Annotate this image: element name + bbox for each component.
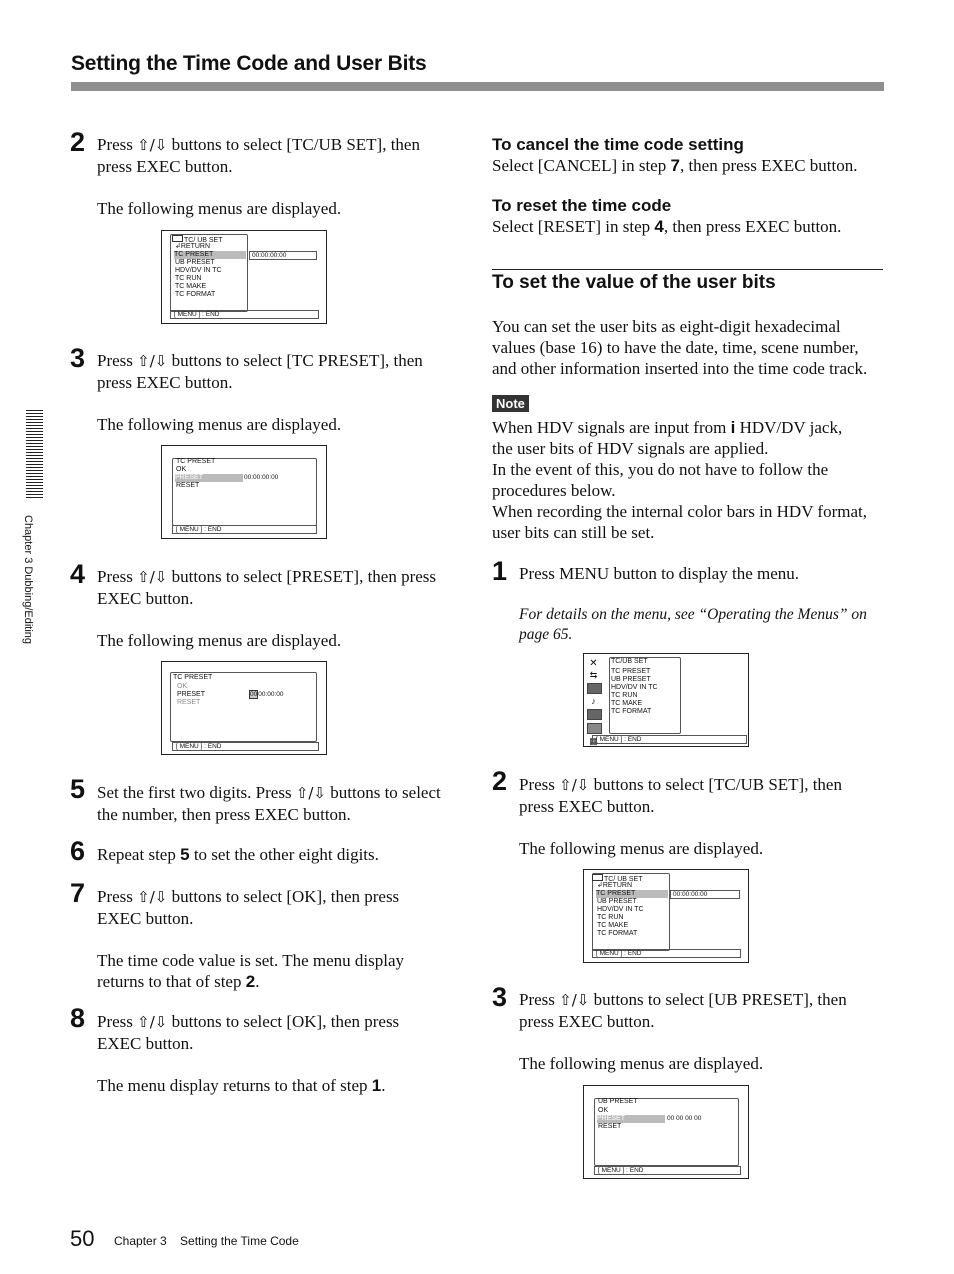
up-down-arrows-icon: ⇧/⇩ (137, 888, 168, 906)
step-text: Press ⇧/⇩ buttons to select [TC/UB SET], then press EXEC button. The following menus are displayed. (519, 775, 842, 858)
step-number: 3 (492, 982, 508, 1012)
ub-intro: You can set the user bits as eight-digit hexadecimal values (base 16) to have the date, time, scene number, and other information inserted into the time code track. (492, 317, 868, 378)
step-text: Press ⇧/⇩ buttons to select [TC PRESET], then press EXEC button. The following menus are displayed. (97, 351, 423, 434)
menu-screen-tcub: TC/ UB SET ↲RETURN TC PRESET UB PRESET HDV/DV IN TC TC RUN TC MAKE TC FORMAT 00:00:00:00 [ MENU ] : END (161, 230, 327, 324)
up-down-arrows-icon: ⇧/⇩ (295, 784, 327, 802)
step-note: For details on the menu, see “Operating the Menus” on page 65. (519, 606, 867, 643)
step-number: 7 (70, 878, 86, 908)
menu-screen-tcub-right: TC/ UB SET ↲RETURN TC PRESET UB PRESET HDV/DV IN TC TC RUN TC MAKE TC FORMAT 00:00:00:00 [ MENU ] : END (583, 869, 749, 963)
chapter-tab-label: Chapter 3 Dubbing/Editing (22, 515, 34, 645)
step-text: Press ⇧/⇩ buttons to select [OK], then press EXEC button. The menu display returns to that of step 1. (97, 1012, 400, 1095)
reset-heading: To reset the time code (492, 196, 672, 215)
step-text: Press ⇧/⇩ buttons to select [TC/UB SET], then press EXEC button. The following menus are displayed. (97, 135, 420, 218)
step-text: Press ⇧/⇩ buttons to select [OK], then press EXEC button. The time code value is set. The menu display returns to that of step 2. (97, 887, 405, 991)
up-down-arrows-icon: ⇧/⇩ (137, 352, 168, 370)
up-down-arrows-icon: ⇧/⇩ (137, 136, 168, 154)
step-number: 2 (70, 127, 86, 157)
menu-screen-top: ✕ ⇆ ♪ ▦ TC/UB SET TC PRESET UB PRESET HDV/DV IN TC TC RUN TC MAKE TC FORMAT [ MENU ] : END (583, 653, 749, 747)
up-down-arrows-icon: ⇧/⇩ (559, 991, 590, 1009)
section-rule (492, 269, 883, 270)
step-number: 2 (492, 766, 508, 796)
menu-screen-tcpreset-edit: TC PRESET OK PRESET 0000:00:00 RESET [ MENU ] : END (161, 661, 327, 755)
note-label: Note (492, 395, 529, 412)
chapter-tab-stripes (26, 410, 43, 500)
step-text: Set the first two digits. Press ⇧/⇩ buttons to select the number, then press EXEC button. (97, 783, 441, 824)
up-down-arrows-icon: ⇧/⇩ (137, 568, 168, 586)
cancel-text: Select [CANCEL] in step 7, then press EXEC button. (492, 156, 858, 175)
footer-text: Chapter 3 Setting the Time Code (114, 1234, 299, 1248)
up-down-arrows-icon: ⇧/⇩ (559, 776, 590, 794)
step-number: 8 (70, 1003, 86, 1033)
title-rule (71, 82, 884, 91)
step-number: 5 (70, 774, 86, 804)
menu-screen-tcpreset: TC PRESET OK PRESET 00:00:00:00 RESET [ MENU ] : END (161, 445, 327, 539)
step-number: 4 (70, 559, 86, 589)
section-heading: To set the value of the user bits (492, 272, 776, 293)
page-number: 50 (70, 1226, 95, 1251)
step-text: Press ⇧/⇩ buttons to select [UB PRESET], then press EXEC button. The following menus are displayed. (519, 990, 847, 1073)
step-number: 3 (70, 343, 86, 373)
step-number: 6 (70, 836, 86, 866)
step-number: 1 (492, 556, 508, 586)
note-text: When HDV signals are input from i HDV/DV jack, the user bits of HDV signals are applied. In the event of this, you do not have to follow the procedures below. When recording the internal color bars in HDV format, user bits can still be set. (492, 418, 867, 542)
menu-icons: ✕ ⇆ ♪ ▦ (587, 656, 605, 749)
step-text: Press MENU button to display the menu. (519, 564, 800, 583)
ilink-icon: i (730, 418, 736, 437)
menu-screen-ubpreset: UB PRESET OK PRESET 00 00 00 00 RESET [ MENU ] : END (583, 1085, 749, 1179)
reset-text: Select [RESET] in step 4, then press EXEC button. (492, 217, 842, 236)
step-text: Press ⇧/⇩ buttons to select [PRESET], then press EXEC button. The following menus are displayed. (97, 567, 437, 650)
up-down-arrows-icon: ⇧/⇩ (137, 1013, 168, 1031)
step-text: Repeat step 5 to set the other eight digits. (97, 845, 379, 864)
page-title: Setting the Time Code and User Bits (71, 52, 427, 75)
cancel-heading: To cancel the time code setting (492, 135, 744, 154)
